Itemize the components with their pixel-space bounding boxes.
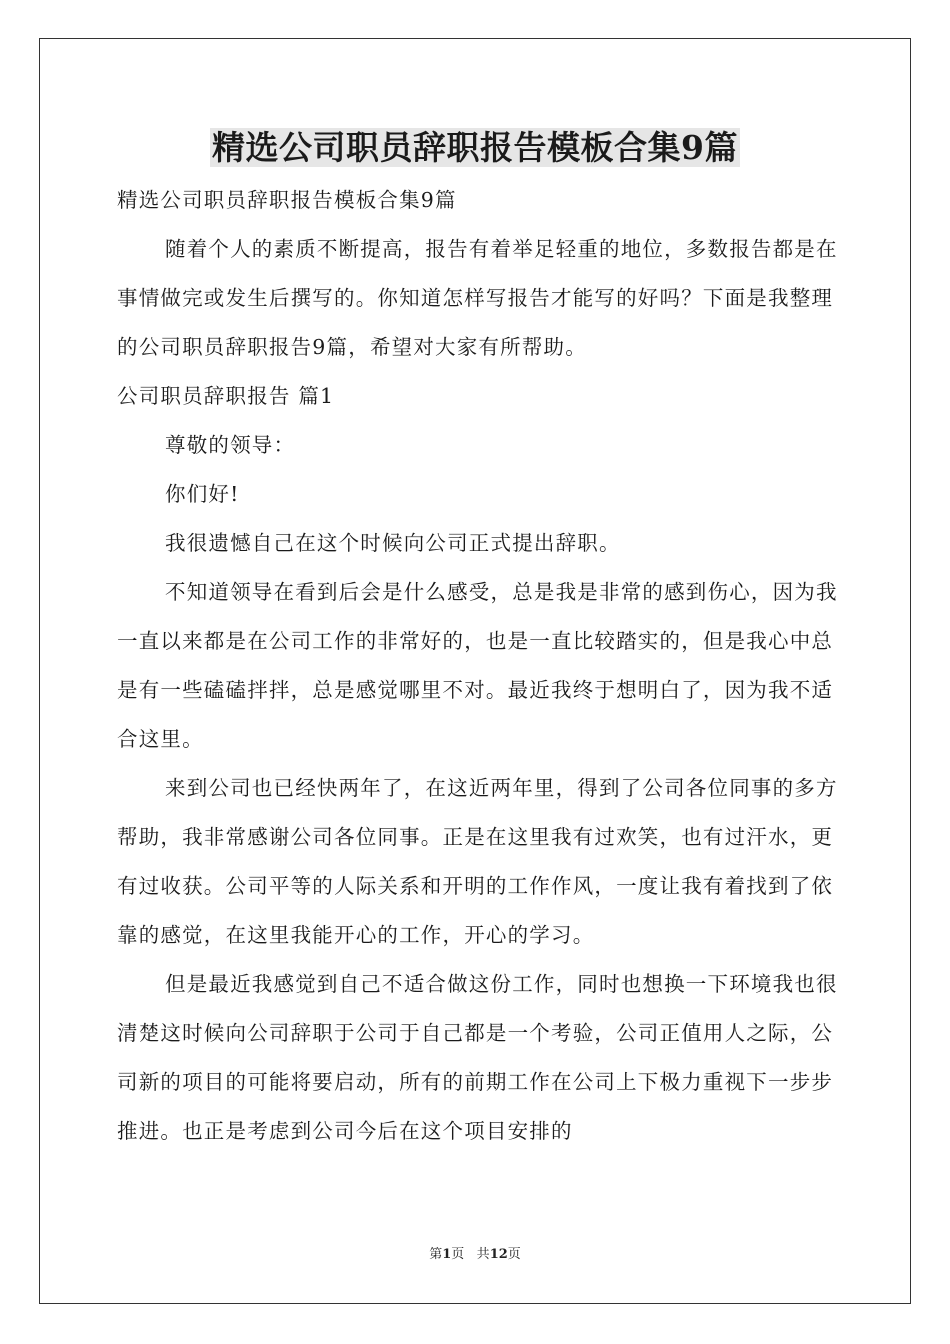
page-footer	[0, 1245, 950, 1265]
paragraph: 来到公司也已经快两年了，在这近两年里，得到了公司各位同事的多方帮助，我非常感谢公司各位同事。正是在这里我有过欢笑，也有过汗水，更有过收获。公司平等的人际关系和开明的工作作风，一度让我有着找到了依靠的感觉，在这里我能开心的工作，开心的学习。	[117, 776, 838, 947]
page-number: 1	[442, 1247, 452, 1262]
document-subtitle: 精选公司职员辞职报告模板合集9篇	[117, 188, 457, 212]
salutation: 尊敬的领导：	[165, 433, 296, 457]
paragraph: 但是最近我感觉到自己不适合做这份工作，同时也想换一下环境我也很清楚这时候向公司辞职于公司于自己都是一个考验，公司正值用人之际，公司新的项目的可能将要启动，所有的前期工作在公司上下极力重视下一步步推进。也正是考虑到公司今后在这个项目安排的	[117, 972, 838, 1143]
page-prefix: 第	[429, 1247, 443, 1262]
greeting: 你们好!	[165, 482, 240, 506]
paragraph: 不知道领导在看到后会是什么感受，总是我是非常的感到伤心，因为我一直以来都是在公司工作的非常好的，也是一直比较踏实的，但是我心中总是有一些磕磕拌拌，总是感觉哪里不对。最近我终于想明白了，因为我不适合这里。	[117, 580, 838, 751]
paragraph-intro: 随着个人的素质不断提高，报告有着举足轻重的地位，多数报告都是在事情做完或发生后撰写的。你知道怎样写报告才能写的好吗？下面是我整理的公司职员辞职报告9篇，希望对大家有所帮助。	[117, 237, 838, 359]
total-pages: 12	[489, 1247, 508, 1262]
document-body	[117, 176, 843, 1156]
total-prefix: 共	[476, 1247, 490, 1262]
page-unit: 页	[451, 1247, 465, 1262]
document-title-text: 精选公司职员辞职报告模板合集9篇	[212, 128, 738, 167]
total-unit: 页	[507, 1247, 521, 1262]
paragraph: 我很遗憾自己在这个时候向公司正式提出辞职。	[165, 531, 621, 555]
section-heading: 公司职员辞职报告 篇1	[117, 384, 335, 408]
document-title	[0, 124, 950, 172]
